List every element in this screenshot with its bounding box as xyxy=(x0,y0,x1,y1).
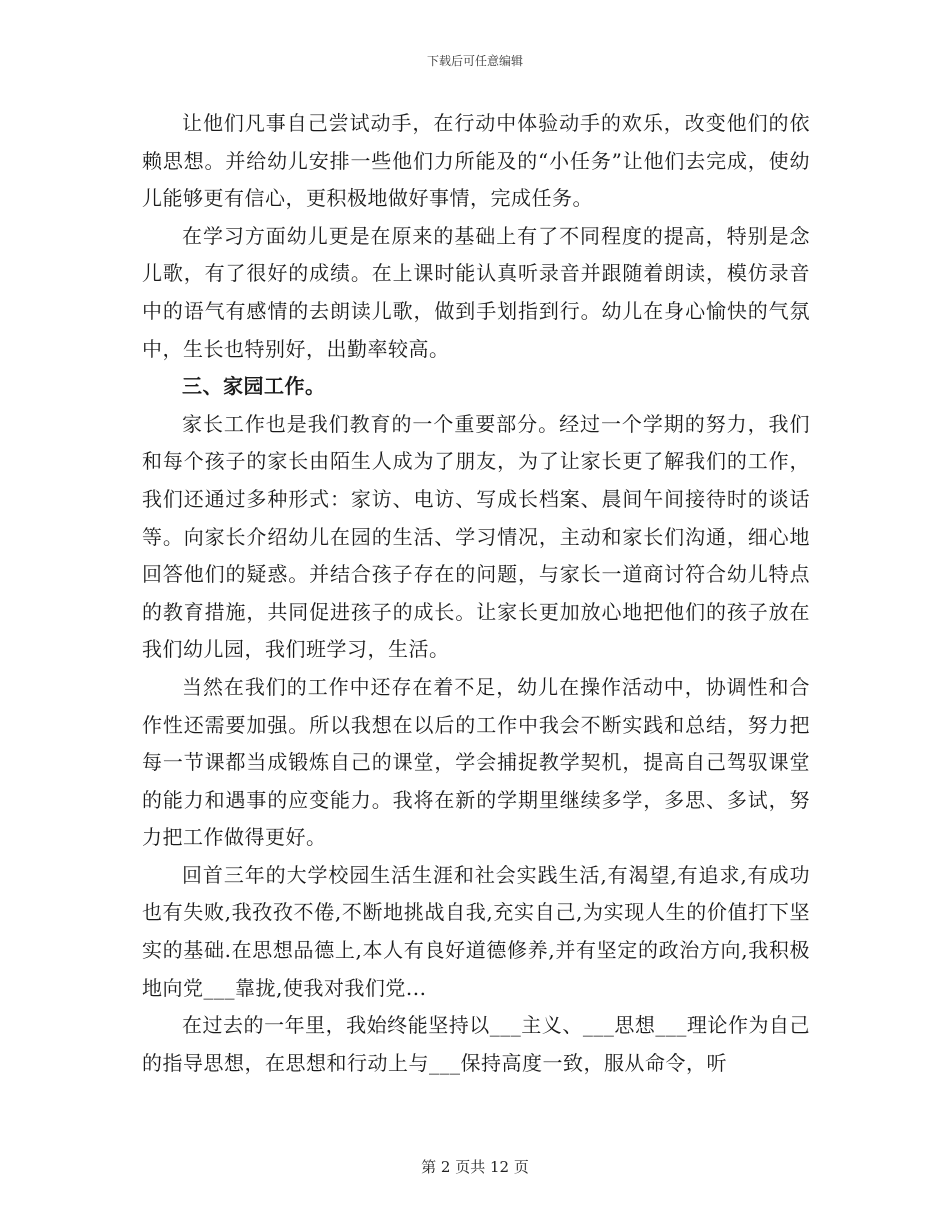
paragraph-learning: 在学习方面幼儿更是在原来的基础上有了不同程度的提高，特别是念儿歌，有了很好的成绩。在上课时能认真听录音并跟随着朗读，模仿录音中的语气有感情的去朗读儿歌，做到手划指到行。幼儿在身心愉快的气氛中，生长也特别好，出勤率较高。 xyxy=(142,223,810,361)
page-footer: 第 2 页共 12 页 xyxy=(421,1158,529,1176)
paragraph-university-review: 回首三年的大学校园生活生涯和社会实践生活,有渴望,有追求,有成功也有失败,我孜孜不倦,不断地挑战自我,充实自己,为实现人生的价值打下坚实的基础.在思想品德上,本人有良好道德修养,并有坚定的政治方向,我积极地向党___靠拢,使我对我们党... xyxy=(142,862,810,1000)
paragraph-self-reliance: 让他们凡事自己尝试动手，在行动中体验动手的欢乐，改变他们的依赖思想。并给幼儿安排一些他们力所能及的“小任务”让他们去完成，使幼儿能够更有信心，更积极地做好事情，完成任务。 xyxy=(142,111,810,211)
document-body xyxy=(142,105,810,1082)
paragraph-past-year: 在过去的一年里，我始终能坚持以___主义、___思想___理论作为自己的指导思想，在思想和行动上与___保持高度一致，服从命令，听 xyxy=(142,1013,810,1075)
paragraph-shortcomings: 当然在我们的工作中还存在着不足，幼儿在操作活动中，协调性和合作性还需要加强。所以我想在以后的工作中我会不断实践和总结，努力把每一节课都当成锻炼自己的课堂，学会捕捉教学契机，提高自己驾驭课堂的能力和遇事的应变能力。我将在新的学期里继续多学，多思、多试，努力把工作做得更好。 xyxy=(142,674,810,850)
paragraph-parent-work: 家长工作也是我们教育的一个重要部分。经过一个学期的努力，我们和每个孩子的家长由陌生人成为了朋友，为了让家长更了解我们的工作，我们还通过多种形式：家访、电访、写成长档案、晨间午间接待时的谈话等。向家长介绍幼儿在园的生活、学习情况，主动和家长们沟通，细心地回答他们的疑惑。并结合孩子存在的问题，与家长一道商讨符合幼儿特点的教育措施，共同促进孩子的成长。让家长更加放心地把他们的孩子放在我们幼儿园，我们班学习，生活。 xyxy=(142,411,810,662)
section-heading-home-school: 三、家园工作。 xyxy=(182,374,326,399)
page-header: 下载后可任意编辑 xyxy=(426,54,523,68)
